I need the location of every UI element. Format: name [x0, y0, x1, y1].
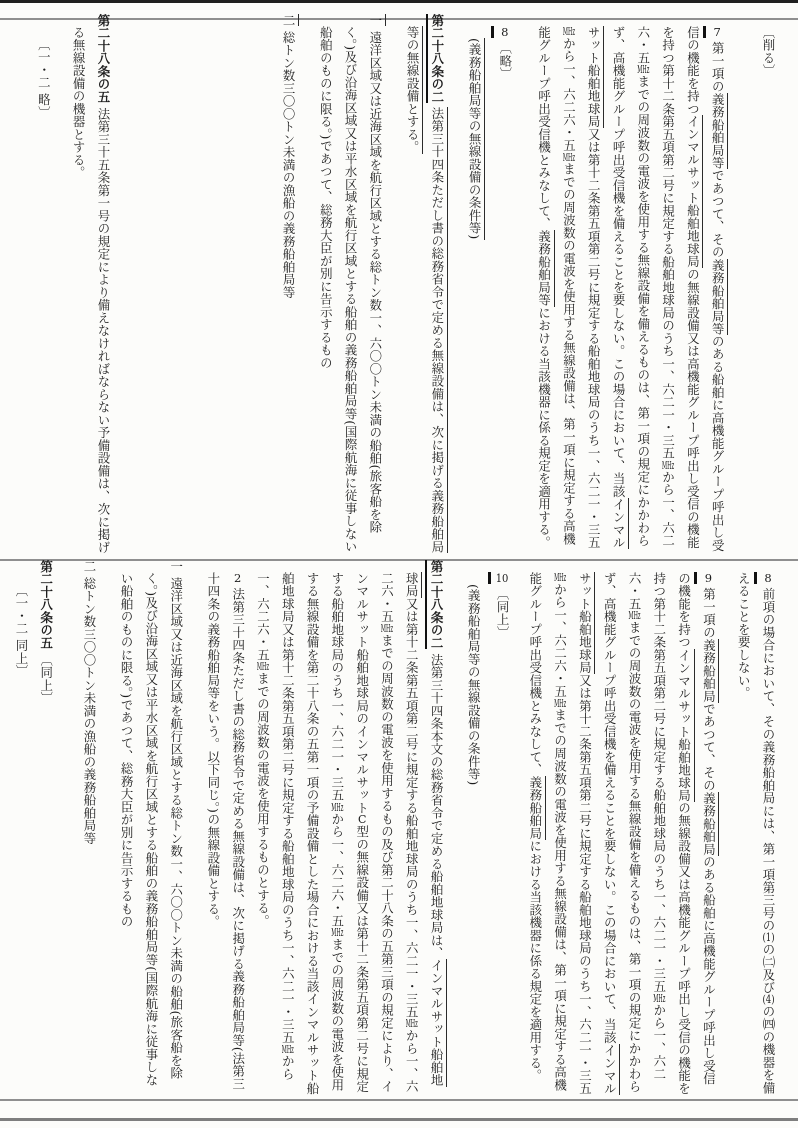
horizontal-in-vertical-text: MHz: [562, 26, 575, 37]
text-run: までの周波数の電波を使用する無線設備は、第一項に規定する高機能グループ呼出受信機とみなして、: [527, 572, 568, 1092]
text-run: までの周波数の電波を使用する無線設備は、第一項に規定する高機能グループ呼出受信機とみなして、: [536, 26, 577, 546]
horizontal-in-vertical-text: C: [357, 814, 367, 826]
horizontal-in-vertical-text: MHz: [554, 697, 567, 709]
revision-marked-text: 義務船舶局: [701, 639, 719, 703]
item-1: [113, 559, 200, 1096]
new-text-row: [18, 13, 780, 554]
page-top-border: [0, 0, 798, 3]
text-run: から一、六二六・五: [379, 572, 420, 1093]
paragraph-number: 8: [754, 572, 775, 584]
old-text-row: [13, 559, 780, 1096]
paragraph-9: [522, 572, 720, 1096]
text-run: のある船舶に高機能グループ呼出し受信の機能を持つ: [685, 26, 726, 552]
text-run: 型の無線設備又は第十二条第五項第二号に規定する船舶地球局のうち一、六二一・三五: [329, 572, 370, 1093]
note-items-abbr: [31, 26, 56, 554]
text-run: から一、六二六・五: [255, 572, 296, 1081]
horizontal-in-vertical-text: MHz: [554, 572, 567, 583]
text-run: 法第三十五条第一号の規定により備えなければならない予備設備は、次に掲げる無線設備の機器とする。: [71, 26, 111, 554]
text-run: 遠洋区域又は近海区域を航行区域とする総トン数一、六〇〇トン未満の船舶(旅客船を除く。)及び沿海区域又は平水区域を航行区域とする船舶の義務船舶局等(国際航海に従事しない船舶のものに限る。)であつて、総務大臣が別に告示するもの: [318, 26, 383, 553]
article-heading: 第二十八条の五: [95, 13, 111, 103]
page-bottom-border: [0, 1118, 798, 1121]
text-run: までの周波数の電波を使用する無線設備を第二十八条の五第一項の予備設備とした場合における当該インマルサット船舶地球局又は第十二条第五項第二号に規定する船舶地球局のうち一、六二一・三五: [280, 572, 345, 1095]
horizontal-in-vertical-text: MHz: [653, 992, 666, 1004]
paragraph-number: 8: [491, 26, 512, 38]
horizontal-in-vertical-text: (4): [762, 994, 775, 1006]
table-middle-rule: [0, 559, 798, 561]
text-run: 法第三十四条ただし書の総務省令で定める無線設備は、次に掲げる義務船舶局等(法第三十四条の義務船舶局等をいう。以下同じ。)の無線設備とする。: [205, 572, 246, 1091]
article-28-2-old: [250, 559, 461, 1096]
text-run: 〔同上〕: [38, 653, 54, 705]
revision-marked-text: インマルサット船舶地球局: [685, 115, 703, 268]
revision-marked-text: (義務船舶局等の無線設備の条件等): [467, 38, 485, 240]
article-heading: 第二十八条の二: [426, 14, 445, 103]
revision-marked-text: 義務船舶局等: [710, 259, 728, 336]
text-run: 又は第十二条第五項第二号に規定する船舶地球局のうち一、六二一・三五: [404, 597, 420, 1019]
text-run: 〔一・二 略〕: [36, 38, 52, 120]
text-run: 第一項の: [710, 41, 726, 93]
horizontal-in-vertical-text: MHz: [405, 1018, 418, 1030]
paragraph-8-abbr: [492, 26, 517, 554]
paragraph-7: [531, 26, 729, 554]
text-run: であつて、その: [710, 169, 726, 259]
text-run: 又は第十二条第五項第二号に規定する船舶地球局のうち一、六二一・三五: [586, 128, 602, 549]
revision-marked-text: 義務船舶局等: [710, 93, 728, 170]
horizontal-in-vertical-text: MHz: [331, 927, 344, 939]
text-run: までの周波数の電波を使用するもの及び第二十八条の五第三項の規定により、インマルサット船舶地球局のインマルサット: [354, 572, 395, 1093]
text-run: の㈣の機器を備えることを要しない。: [736, 572, 776, 1095]
section-caption: [460, 572, 485, 1096]
revision-marked-text: インマルサット船舶地球局: [586, 26, 629, 549]
text-run: から一、六二六・五: [627, 572, 667, 1081]
text-run: における当該機器に係る規定を適用する。: [536, 306, 552, 549]
revision-marked-text: インマルサット船舶地球局: [404, 572, 447, 1087]
article-28-2: [399, 13, 461, 554]
item-2: [275, 13, 312, 554]
revision-marked-text: インマルサット船舶地球局: [677, 649, 695, 802]
paragraph-10: [489, 572, 514, 1096]
horizontal-in-vertical-text: MHz: [562, 151, 575, 163]
table-bottom-rule: [0, 1099, 798, 1101]
paragraph-number: 10: [488, 572, 509, 584]
horizontal-in-vertical-text: MHz: [281, 1043, 294, 1055]
horizontal-in-vertical-text: MHz: [662, 459, 675, 471]
text-run: 〔削る〕: [761, 26, 776, 77]
horizontal-in-vertical-text: MHz: [628, 610, 641, 622]
text-run: における当該機器に係る規定を適用する。: [527, 839, 543, 1082]
paragraph-number: 2: [234, 572, 242, 584]
text-run: 前項の場合において、その義務船舶局には、第一項第三号の: [761, 587, 776, 933]
item-1: [312, 13, 399, 554]
table-top-rule: [0, 18, 798, 20]
text-run: 総トン数三〇〇トン未満の漁船の義務船舶局等: [281, 26, 297, 299]
revision-marked-text: 二: [281, 14, 299, 27]
horizontal-in-vertical-text: MHz: [256, 661, 269, 673]
text-run: であつて、その: [701, 702, 717, 792]
revision-marked-text: 義務船舶局: [701, 792, 719, 856]
article-heading: 第二十八条の二: [425, 560, 444, 649]
text-run: 法第三十四条本文の総務省令で定める船舶地球局は、: [429, 653, 445, 960]
text-run: (義務船舶局等の無線設備の条件等): [466, 584, 482, 787]
article-heading: 第二十八条の五: [38, 559, 54, 649]
text-run: 一 遠洋区域又は近海区域を航行区域とする総トン数一、六〇〇トン未満の船舶(旅客船を除く。)及び沿海区域又は平水区域を航行区域とする船舶の義務船舶局等(国際航海に従事しない船舶のものに限る。)であつて、総務大臣が別に告示するもの: [119, 559, 184, 1087]
text-run: 〔同上〕: [495, 587, 511, 639]
item-2: [76, 559, 113, 1096]
paragraph-8: [730, 572, 780, 1096]
paragraph-number: 9: [694, 572, 715, 584]
note-items-same: [8, 572, 33, 1096]
article-28-5: [65, 13, 127, 554]
horizontal-in-vertical-text: (1): [762, 932, 775, 944]
text-run: から一、六二六・五: [635, 26, 676, 547]
text-run: から一、六二六・五: [561, 37, 577, 152]
text-run: 〔一・二 同上〕: [13, 584, 29, 678]
text-run: 第一項の: [701, 587, 717, 639]
article-28-5-same: [33, 559, 70, 1096]
text-run: から一、六二六・五: [552, 583, 568, 698]
horizontal-in-vertical-text: MHz: [331, 801, 344, 813]
text-run: 二 総トン数三〇〇トン未満の漁船の義務船舶局等: [81, 559, 97, 845]
text-run: から一、六二六・五: [329, 812, 345, 928]
revision-marked-text: 一: [368, 14, 386, 27]
revision-marked-text: 義務船舶局: [528, 776, 546, 840]
paragraph-2: [200, 572, 250, 1096]
text-run: の無線設備又は高機能グループ呼出し受信の機能を持つ第十二条第五項第二号に規定する船舶地球局のうち一、六二一・三五: [660, 26, 701, 549]
revision-marked-text: インマルサット船舶地球局: [577, 572, 620, 1095]
text-run: 又は第十二条第五項第二号に規定する船舶地球局のうち一、六二一・三五: [577, 674, 593, 1095]
section-caption: [461, 26, 486, 554]
text-run: 〔略〕: [497, 41, 513, 81]
revision-marked-text: 義務船舶局等: [537, 230, 555, 307]
text-run: までの周波数の電波を使用する無線設備を備えるものは、第一項の規定にかかわらず、高機能グループ呼出受信機を備えることを要しない。この場合において、当該: [611, 26, 651, 547]
text-run: までの周波数の電波を使用する無線設備を備えるものは、第一項の規定にかかわらず、高機能グループ呼出受信機を備えることを要しない。この場合において、当該: [602, 572, 643, 1093]
note-deleted: [755, 26, 780, 554]
revision-marked-text: 法第三十四条ただし書の総務省令で定める無線設備は、次に掲げる義務船舶局等の無線設備とする。: [405, 26, 448, 553]
text-run: の㈡及び: [761, 943, 776, 995]
horizontal-in-vertical-text: MHz: [637, 64, 650, 76]
text-run: の無線設備又は高機能グループ呼出し受信の機能を持つ第十二条第五項第二号に規定する船舶地球局のうち一、六二一・三五: [651, 572, 692, 1095]
text-run: のある船舶に高機能グループ呼出し受信の機能を持つ: [676, 572, 717, 1086]
paragraph-number: 7: [703, 26, 724, 38]
text-run: までの周波数の電波を使用するものとする。: [255, 672, 271, 928]
horizontal-in-vertical-text: MHz: [380, 623, 393, 634]
